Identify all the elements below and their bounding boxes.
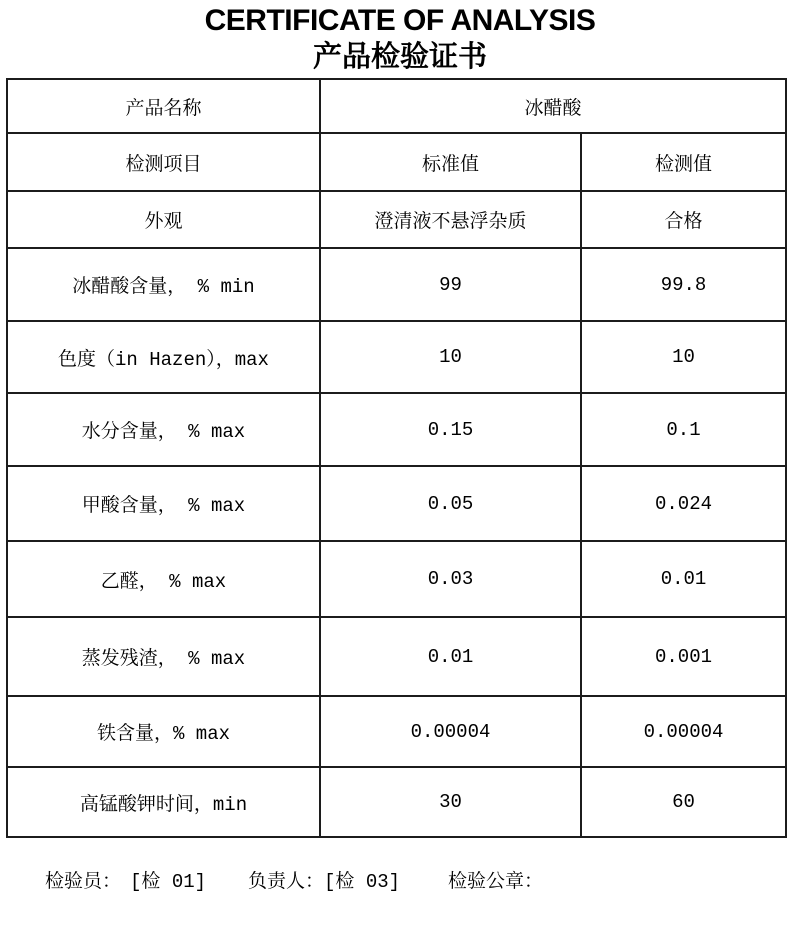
spec-row-iron-content: [7, 696, 786, 767]
manager-field: [248, 868, 400, 896]
item-cell: 蒸发残渣， % max: [7, 617, 320, 696]
page-title-english: CERTIFICATE OF ANALYSIS: [204, 4, 596, 37]
standard-cell: 0.15: [320, 393, 581, 466]
measured-cell: 0.001: [581, 617, 786, 696]
measured-cell: 0.1: [581, 393, 786, 466]
standard-cell: 0.00004: [320, 696, 581, 767]
manager-value: [检 03]: [324, 871, 401, 893]
spec-row-acetaldehyde: [7, 541, 786, 617]
measured-cell: 0.00004: [581, 696, 786, 767]
spec-row-formic-acid: [7, 466, 786, 541]
spec-row-appearance: [7, 191, 786, 248]
product-name-value: 冰醋酸: [320, 79, 786, 133]
item-cell: 乙醛， % max: [7, 541, 320, 617]
column-header-item: 检测项目: [7, 133, 320, 191]
seal-field: [448, 868, 543, 896]
inspector-label: 检验员：: [45, 871, 122, 893]
spec-row-acetic-acid-content: [7, 248, 786, 321]
inspector-field: [45, 868, 206, 896]
standard-cell: 0.03: [320, 541, 581, 617]
standard-cell: 10: [320, 321, 581, 393]
measured-cell: 合格: [581, 191, 786, 248]
measured-cell: 0.024: [581, 466, 786, 541]
inspector-value: [检 01]: [130, 871, 207, 893]
column-header-measured: 检测值: [581, 133, 786, 191]
spec-row-evaporation-residue: [7, 617, 786, 696]
analysis-table: [6, 78, 787, 838]
item-cell: 水分含量， % max: [7, 393, 320, 466]
signature-footer: [0, 868, 800, 898]
item-cell: 外观: [7, 191, 320, 248]
standard-cell: 99: [320, 248, 581, 321]
seal-label: 检验公章：: [448, 871, 544, 893]
manager-label: 负责人：: [248, 871, 325, 893]
measured-cell: 10: [581, 321, 786, 393]
standard-cell: 0.01: [320, 617, 581, 696]
spec-row-permanganate-time: [7, 767, 786, 837]
standard-cell: 30: [320, 767, 581, 837]
item-cell: 甲酸含量， % max: [7, 466, 320, 541]
spec-row-color-hazen: [7, 321, 786, 393]
column-header-standard: 标准值: [320, 133, 581, 191]
item-cell: 色度（in Hazen），max: [7, 321, 320, 393]
product-name-label: 产品名称: [7, 79, 320, 133]
measured-cell: 0.01: [581, 541, 786, 617]
table-header-row: [7, 133, 786, 191]
standard-cell: 澄清液不悬浮杂质: [320, 191, 581, 248]
item-cell: 冰醋酸含量， % min: [7, 248, 320, 321]
product-name-row: [7, 79, 786, 133]
measured-cell: 99.8: [581, 248, 786, 321]
spec-row-moisture: [7, 393, 786, 466]
item-cell: 铁含量，% max: [7, 696, 320, 767]
measured-cell: 60: [581, 767, 786, 837]
item-cell: 高锰酸钾时间，min: [7, 767, 320, 837]
standard-cell: 0.05: [320, 466, 581, 541]
page-title-chinese: 产品检验证书: [312, 41, 487, 73]
